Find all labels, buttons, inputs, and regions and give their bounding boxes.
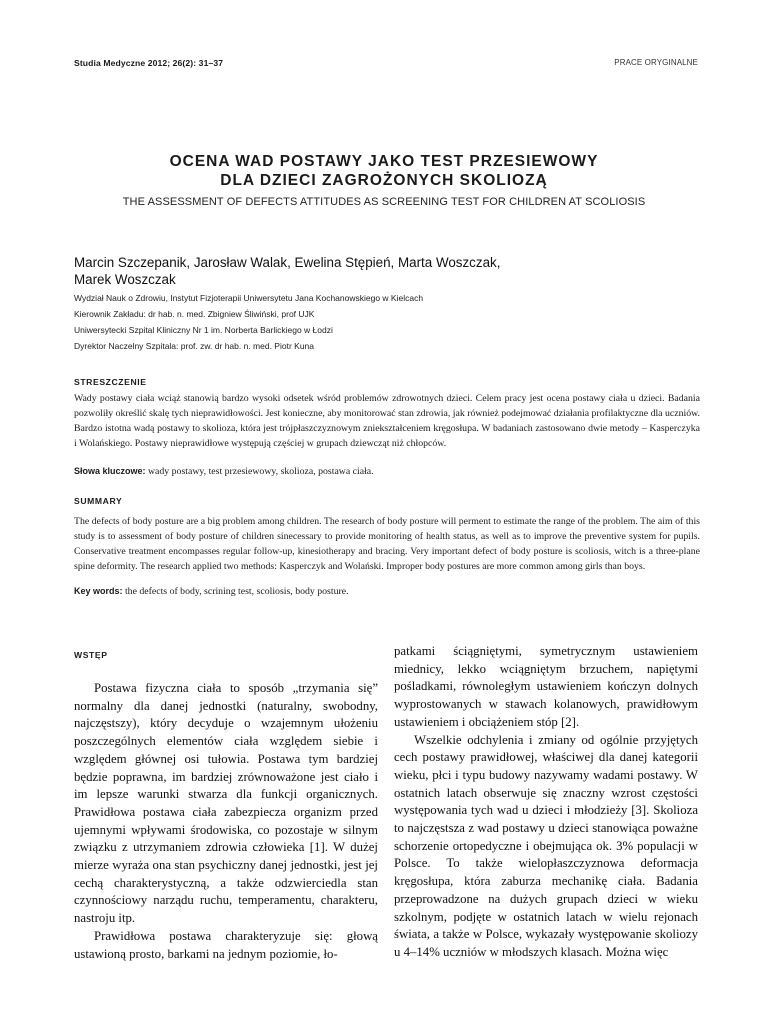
keywords-label-pl: Słowa kluczowe:: [74, 466, 146, 476]
keywords-label-en: Key words:: [74, 586, 123, 596]
article-category: PRACE ORYGINALNE: [614, 58, 698, 67]
authors-line2: Marek Woszczak: [74, 272, 176, 287]
right-paragraph-1: patkami ściągniętymi, symetrycznym ustawieniem miednicy, lekko wciągniętym brzuchem, napiętymi pośladkami, równoległym ustawieniem kończyn dolnych wyprostowanych w stawach kolanowych, prawidłowym ustawieniem i obciążeniem stóp [2].: [394, 644, 698, 729]
left-column: [74, 680, 378, 963]
streszczenie-text: Wady postawy ciała wciąż stanowią bardzo wysoki odsetek wśród problemów zdrowotnych dzieci. Celem pracy jest ocena postawy ciała u dzieci. Badania pozwoliły określić skalę tych nieprawidłowości. Jest konieczne, aby monitorować stan zdrowia, jak również podejmować działania profilaktyczne dla uczniów. Bardzo istotna wadą postawy to skolioza, która jest trójpłaszczyznowym zniekształceniem kręgosłupa. W badaniach zastosowano dwie metody – Kasperczyka i Wolańskiego. Postawy nieprawidłowe występują częściej w grupach dziewcząt niż chłopców.: [74, 393, 700, 449]
affiliation-3: Uniwersytecki Szpital Kliniczny Nr 1 im. Norberta Barlickiego w Łodzi: [74, 325, 333, 335]
section-heading-wstep: WSTĘP: [74, 650, 108, 660]
right-column: [394, 643, 698, 962]
streszczenie-keywords: [74, 464, 700, 479]
title-polish: [60, 152, 708, 190]
left-paragraph-1: Postawa fizyczna ciała to sposób „trzymania się” normalny dla danej jednostki (naturalny, swobodny, najczęstszy), który decyduje o wzajemnym ułożeniu poszczególnych elementów ciała względem siebie i względem głównej osi tułowia. Postawa tym bardziej będzie poprawna, im bardziej zrównoważone jest ciało i im lepsze warunki stwarza dla funkcji organicznych. Prawidłowa postawa ciała zabezpiecza organizm przed ujemnymi wpływami środowiska, co pozostaje w silnym związku z utrzymaniem zdrowia człowieka [1]. W dużej mierze wyraża ona stan psychiczny danej jednostki, jest jej cechą charakterystyczną, a także odzwierciedla stan czynnościowy narządu ruchu, temperamentu, charakteru, nastroju itp.: [74, 681, 378, 926]
affiliation-2: Kierownik Zakładu: dr hab. n. med. Zbigniew Śliwiński, prof UJK: [74, 309, 315, 319]
affiliation-4: Dyrektor Naczelny Szpitala: prof. zw. dr hab. n. med. Piotr Kuna: [74, 341, 314, 351]
journal-citation: Studia Medyczne 2012; 26(2): 31–37: [74, 58, 224, 68]
summary-heading: SUMMARY: [74, 496, 123, 506]
keywords-pl: wady postawy, test przesiewowy, skolioza, postawa ciała.: [145, 466, 374, 477]
authors: [74, 254, 674, 288]
keywords-en: the defects of body, scrining test, scoliosis, body posture.: [122, 586, 349, 597]
summary-keywords: [74, 584, 700, 599]
streszczenie-heading: STRESZCZENIE: [74, 377, 147, 387]
summary-text: The defects of body posture are a big problem among children. The research of body posture will perment to estimate the range of the problem. The aim of this study is to assessment of body posture of children sinecessary to provide monitoring of health status, as well as to improve the preventive system for pupils. Conservative treatment encompasses regular follow-up, kinesiotherapy and bracing. Very important defect of body posture is scoliosis, witch is a three-plane spine deformity. The research applied two methods: Kasperczyk and Wolański. Improper body postures are more common among girls than boys.: [74, 516, 700, 572]
affiliation-1: Wydział Nauk o Zdrowiu, Instytut Fizjoterapii Uniwersytetu Jana Kochanowskiego w Kielcach: [74, 293, 424, 303]
authors-line1: Marcin Szczepanik, Jarosław Walak, Ewelina Stępień, Marta Woszczak,: [74, 255, 501, 270]
left-paragraph-2: Prawidłowa postawa charakteryzuje się: głową ustawioną prosto, barkami na jednym poziomie, ło-: [74, 928, 378, 961]
title-english: THE ASSESSMENT OF DEFECTS ATTITUDES AS SCREENING TEST FOR CHILDREN AT SCOLIOSIS: [122, 196, 646, 208]
right-paragraph-2: Wszelkie odchylenia i zmiany od ogólnie przyjętych cech postawy prawidłowej, właściwej dla danej kategorii wieku, płci i typu budowy nazywamy wadami postawy. W ostatnich latach obserwuje się znaczny wzrost częstości występowania tych wad u dzieci i młodzieży [3]. Skolioza to najczęstsza z wad postawy u dzieci stanowiąca poważne schorzenie ortopedyczne i obejmująca ok. 3% populacji w Polsce. To także wielopłaszczyznowa deformacja kręgosłupa, która zaburza mechanikę ciała. Badania przeprowadzone na dużych grupach dzieci w wieku szkolnym, podjęte w ostatnich latach w wielu rejonach świata, a także w Polsce, wykazały występowanie skoliozy u 4–14% uczniów w młodszych klasach. Można więc: [394, 732, 698, 959]
title-polish-line2: DLA DZIECI ZAGROŻONYCH SKOLIOZĄ: [220, 172, 548, 189]
title-polish-line1: OCENA WAD POSTAWY JAKO TEST PRZESIEWOWY: [169, 153, 599, 170]
